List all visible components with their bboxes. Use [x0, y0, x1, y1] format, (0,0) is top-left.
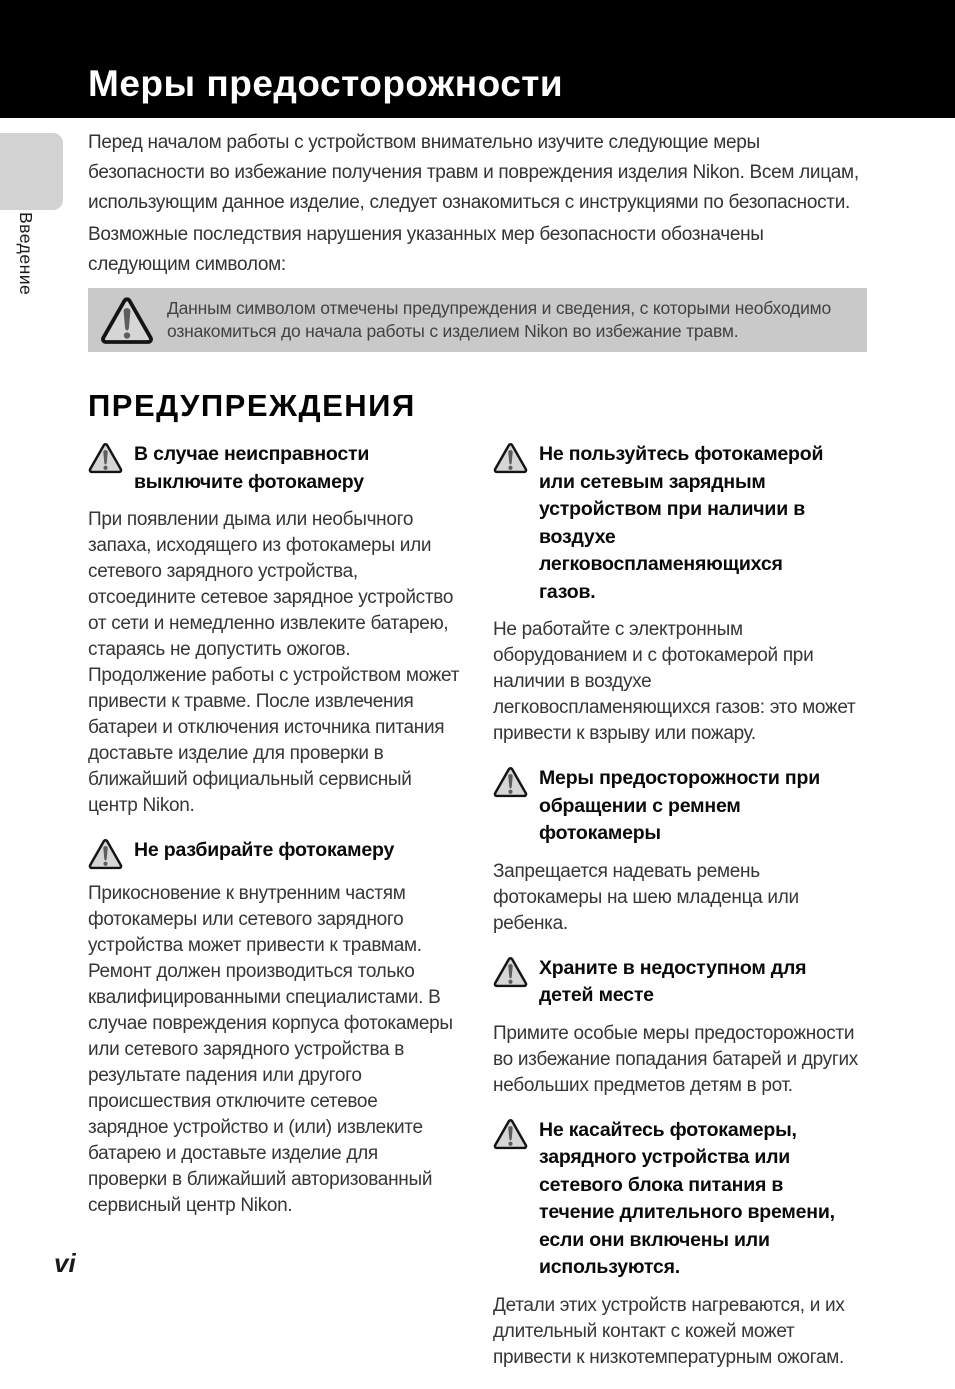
warning-header [493, 765, 865, 848]
warning-body: Не работайте с электронным оборудованием и с фотокамерой при наличии в воздухе легковоспламеняющихся газов: это может привести к взрыву или пожару. [493, 619, 856, 744]
warning-item [88, 441, 460, 819]
warning-title: Храните в недоступном для детей месте [539, 956, 807, 1006]
intro-paragraph-1: Перед началом работы с устройством внимательно изучите следующие меры безопасности во избежание получения травм и повреждения изделия Nikon. Всем лицам, использующим данное изделие, следует ознакомиться с инструкциями по безопасности. [88, 132, 859, 213]
warnings-section-heading: ПРЕДУПРЕЖДЕНИЯ [88, 388, 416, 423]
warning-body: При появлении дыма или необычного запаха, исходящего из фотокамеры или сетевого зарядного устройства, отсоедините сетевое зарядное устройство от сети и немедленно извлеките батарею, стараясь не допустить ожогов. Продолжение работы с устройством может привести к травме. После извлечения батареи и отключения источника питания доставьте изделие для проверки в ближайший официальный сервисный центр Nikon. [88, 509, 460, 816]
warning-triangle-icon [88, 838, 123, 870]
symbol-note-box [88, 288, 867, 352]
warning-header [88, 837, 460, 870]
warning-title: В случае неисправности выключите фотокамеру [134, 443, 370, 493]
warning-title: Не касайтесь фотокамеры, зарядного устройства или сетевого блока питания в течение длительного времени, если они включены или используются. [539, 1118, 835, 1278]
warnings-left-column [88, 441, 460, 1389]
warnings-right-column [493, 441, 865, 1389]
page-title: Меры предосторожности [88, 63, 564, 104]
warning-triangle-icon [493, 442, 528, 474]
warning-title: Не пользуйтесь фотокамерой или сетевым зарядным устройством при наличии в воздухе легковоспламеняющихся газов. [539, 443, 824, 603]
warning-body: Запрещается надевать ремень фотокамеры на шею младенца или ребенка. [493, 860, 799, 934]
warning-body: Прикосновение к внутренним частям фотокамеры или сетевого зарядного устройства может привести к травмам. Ремонт должен производиться только квалифицированными специалистами. В случае повреждения корпуса фотокамеры или сетевого зарядного устройства в результате падения или другого происшествия отключите сетевое зарядное устройство и (или) извлеките батарею и доставьте изделие для проверки в ближайший авторизованный сервисный центр Nikon. [88, 883, 453, 1216]
page-content [88, 118, 867, 1389]
warning-header [493, 441, 865, 606]
warning-triangle-icon [88, 442, 123, 474]
warning-header [88, 441, 460, 496]
chapter-side-tab [0, 133, 63, 210]
symbol-note-text: Данным символом отмечены предупреждения и сведения, с которыми необходимо ознакомиться до начала работы с изделием Nikon во избежание травм. [167, 297, 832, 341]
warning-item [493, 765, 865, 937]
warning-header [493, 955, 865, 1010]
warning-title: Не разбирайте фотокамеру [134, 839, 395, 861]
warnings-columns [88, 441, 867, 1389]
warning-item [88, 837, 460, 1219]
warning-body: Примите особые меры предосторожности во избежание попадания батарей и других небольших предметов детям в рот. [493, 1022, 858, 1096]
intro-paragraph-2: Возможные последствия нарушения указанных мер безопасности обозначены следующим символом: [88, 224, 764, 275]
warning-triangle-icon [493, 766, 528, 798]
warning-item [493, 441, 865, 747]
warning-triangle-icon [100, 296, 154, 345]
warning-title: Меры предосторожности при обращении с ремнем фотокамеры [539, 767, 820, 844]
chapter-tab-label: Введение [16, 212, 36, 296]
chapter-header-bar [0, 0, 955, 118]
warning-item [493, 955, 865, 1099]
page-number: vi [54, 1248, 76, 1278]
warning-triangle-icon [493, 956, 528, 988]
warning-triangle-icon [493, 1118, 528, 1150]
warning-header [493, 1117, 865, 1282]
warning-body: Детали этих устройств нагреваются, и их длительный контакт с кожей может привести к низкотемпературным ожогам. [493, 1294, 845, 1368]
warning-item [493, 1117, 865, 1371]
